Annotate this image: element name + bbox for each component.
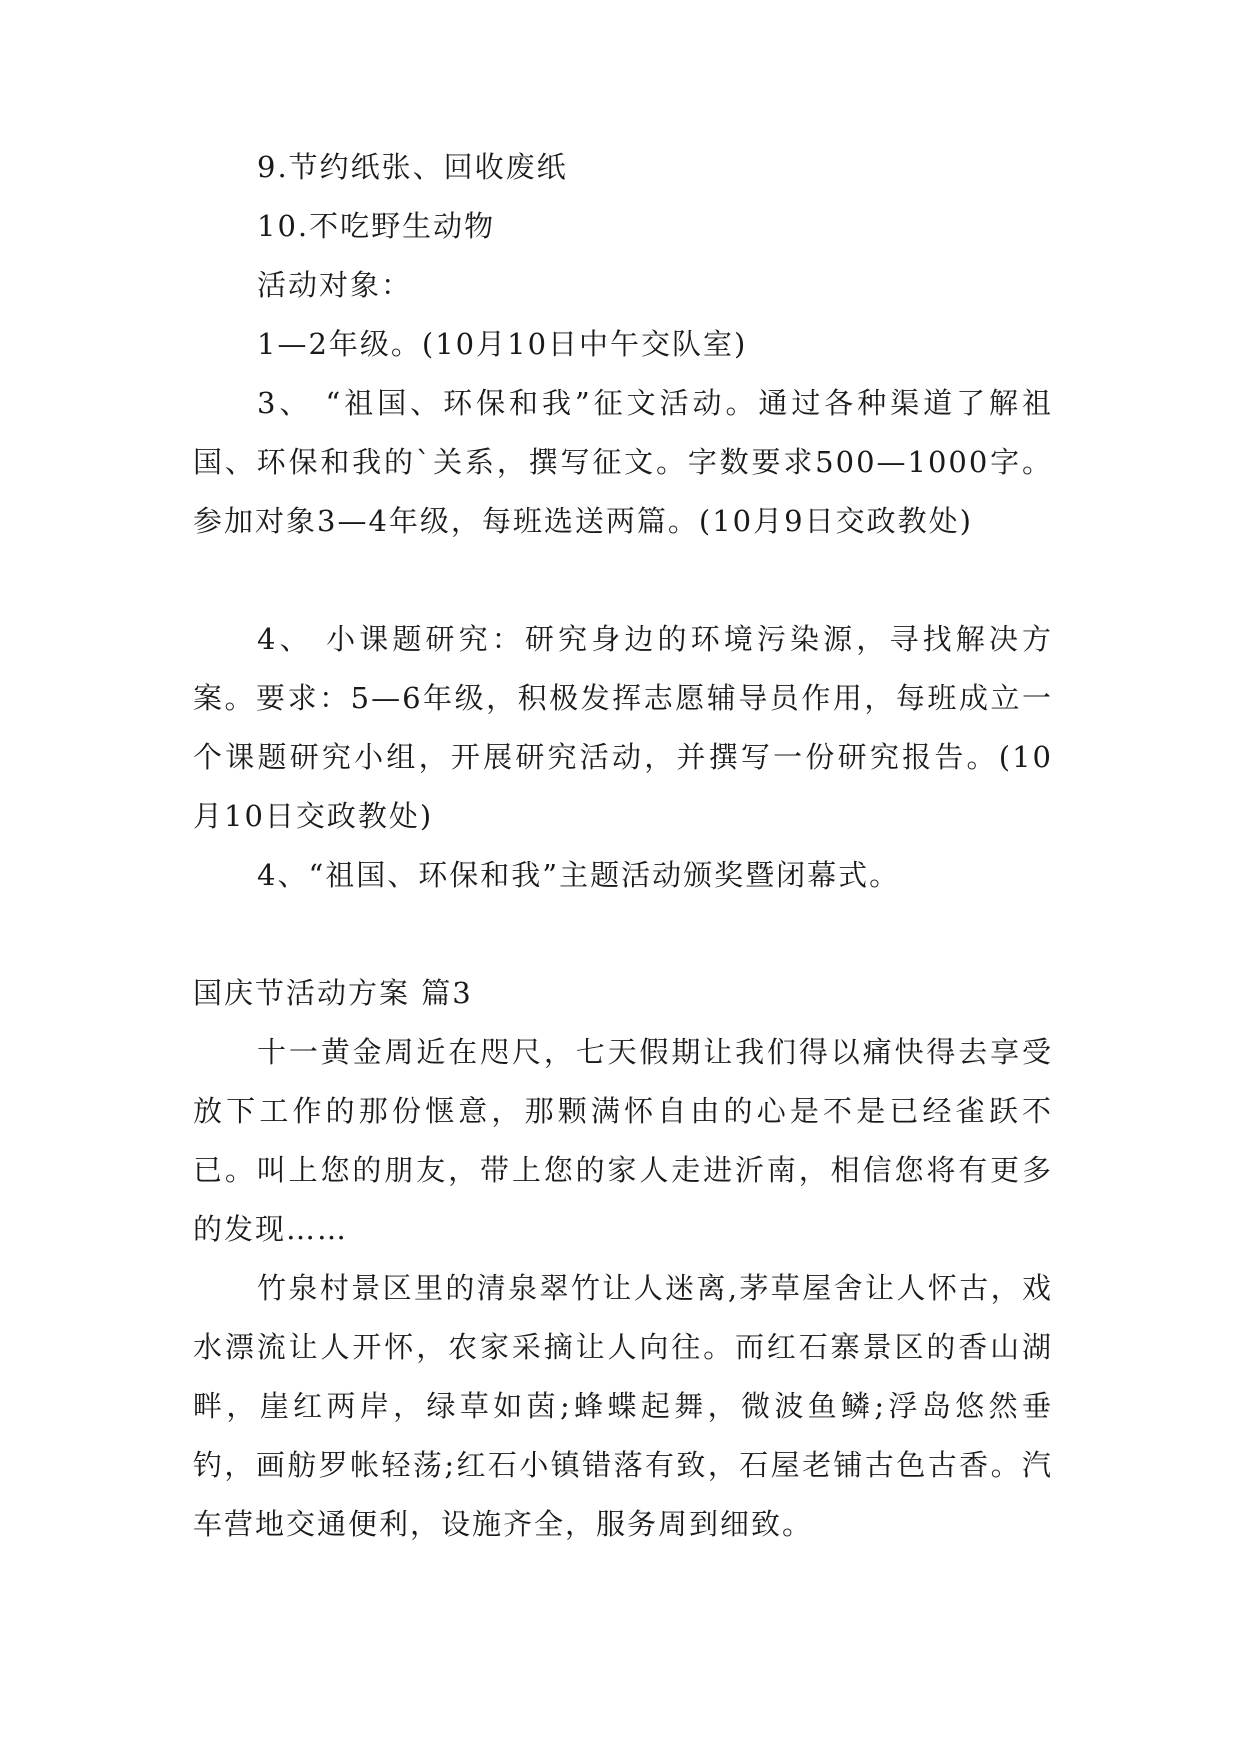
- list-item: 活动对象：: [257, 268, 413, 302]
- section-title: 国庆节活动方案 篇3: [193, 976, 473, 1010]
- body-paragraph: 3、 “祖国、环保和我”征文活动。通过各种渠道了解祖国、环保和我的`关系，撰写征文。字数要求500—1000字。参加对象3—4年级，每班选送两篇。(10月9日交政教处): [193, 386, 1053, 538]
- list-item: 9.节约纸张、回收废纸: [257, 150, 568, 184]
- body-paragraph: 4、“祖国、环保和我”主题活动颁奖暨闭幕式。: [257, 858, 901, 892]
- body-paragraph: 十一黄金周近在咫尺，七天假期让我们得以痛快得去享受放下工作的那份惬意，那颗满怀自由的心是不是已经雀跃不已。叫上您的朋友，带上您的家人走进沂南，相信您将有更多的发现……: [193, 1035, 1053, 1246]
- list-item: 1—2年级。(10月10日中午交队室): [257, 327, 748, 361]
- list-item: 10.不吃野生动物: [257, 209, 496, 243]
- body-paragraph: 竹泉村景区里的清泉翠竹让人迷离,茅草屋舍让人怀古，戏水漂流让人开怀，农家采摘让人向往。而红石寨景区的香山湖畔，崖红两岸，绿草如茵;蜂蝶起舞，微波鱼鳞;浮岛悠然垂钓，画舫罗帐轻荡;红石小镇错落有致，石屋老铺古色古香。汽车营地交通便利，设施齐全，服务周到细致。: [193, 1271, 1053, 1541]
- body-paragraph: 4、 小课题研究：研究身边的环境污染源，寻找解决方案。要求：5—6年级，积极发挥志愿辅导员作用，每班成立一个课题研究小组，开展研究活动，并撰写一份研究报告。(10月10日交政教处): [193, 622, 1053, 833]
